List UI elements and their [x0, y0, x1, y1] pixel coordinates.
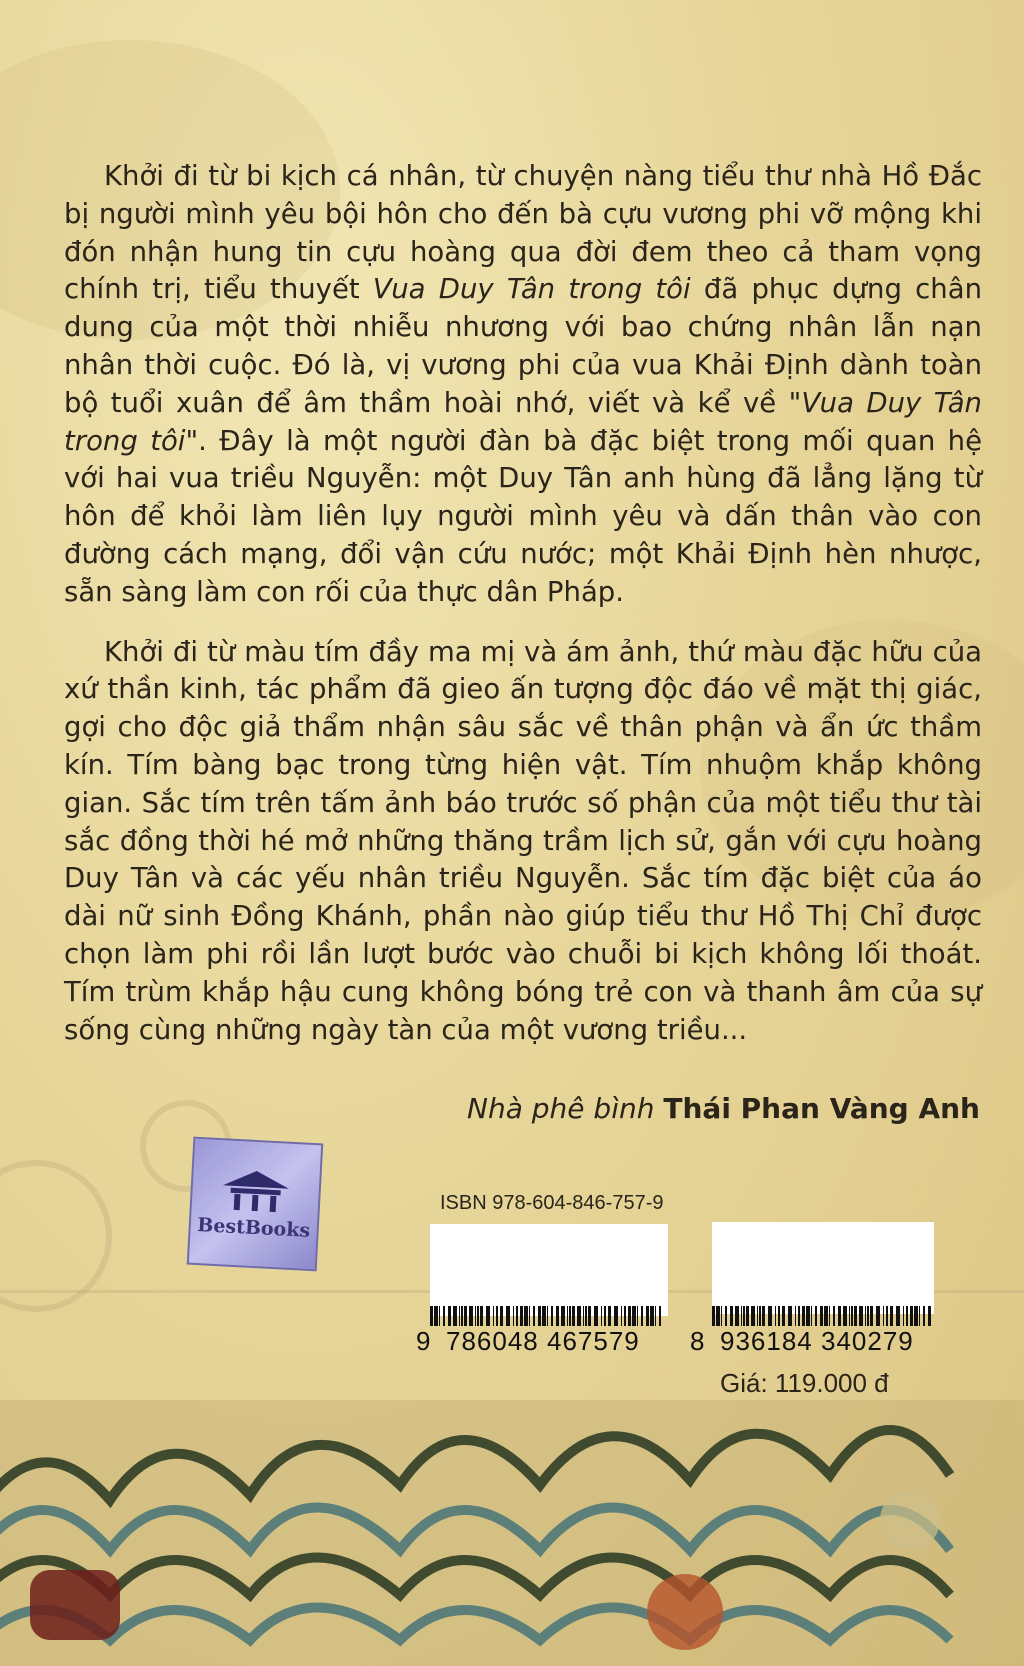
barcode-bar [876, 1306, 880, 1326]
blurb-paragraph-1 [64, 158, 982, 612]
barcode-bar [919, 1306, 920, 1326]
wave-ornament [0, 1400, 1024, 1666]
barcode-bar [802, 1306, 805, 1326]
barcode-bar [475, 1306, 476, 1326]
barcode-bar [910, 1306, 913, 1326]
barcode-bar [798, 1306, 800, 1326]
barcode-bar [624, 1306, 626, 1326]
barcode-bar [434, 1306, 438, 1326]
barcode-bar [782, 1306, 785, 1326]
barcode-bar [811, 1306, 812, 1326]
barcode-bar [716, 1306, 720, 1326]
isbn-barcode-bars [430, 1306, 668, 1326]
barcode-bar [500, 1306, 503, 1326]
barcode-bar [746, 1306, 749, 1326]
barcode-bar [561, 1306, 565, 1326]
book-title-quote: "Vua Duy Tân trong tôi" [64, 386, 982, 457]
barcode-bar [628, 1306, 631, 1326]
barcode-bar [721, 1306, 722, 1326]
barcode-bar [849, 1306, 850, 1326]
barcode-bar [556, 1306, 559, 1326]
barcode-bar [529, 1306, 530, 1326]
barcode-bar [890, 1306, 893, 1326]
barcode-bar [547, 1306, 548, 1326]
barcode-bar [577, 1306, 581, 1326]
barcode-bar [588, 1306, 591, 1326]
price-label: Giá: 119.000 đ [720, 1368, 889, 1398]
book-title-inline: Vua Duy Tân trong tôi [372, 273, 691, 306]
barcode-bar [453, 1306, 457, 1326]
barcode-bar [775, 1306, 776, 1326]
barcode-bar [516, 1306, 518, 1326]
barcode-bar [795, 1306, 796, 1326]
retail-barcode [712, 1222, 934, 1314]
barcode-bar [815, 1306, 817, 1326]
publisher-logo [187, 1137, 324, 1272]
blurb-text-run: Khởi đi từ bi kịch cá nhân, từ chuyện nàng tiểu thư nhà Hồ Đắc bị người mình yêu bội hôn cho đến bà cựu vương phi vỡ mộng khi đón nhận hung tin cựu hoàng qua đời đem theo cả tham vọng chính trị, tiểu thuyết [64, 160, 982, 306]
blurb-text-run: đã phục dựng chân dung của một thời nhiễu nhương với bao chứng nhân lẫn nạn nhân thời cuộc. Đó là, vị vương phi của vua Khải Định dành toàn bộ tuổi xuân để âm thầm hoài nhớ, viết và kể về [64, 273, 983, 419]
barcode-bar [806, 1306, 810, 1326]
barcode-bar [493, 1306, 494, 1326]
barcode-bar [583, 1306, 584, 1326]
isbn-barcode-digits: 786048 467579 [446, 1326, 640, 1356]
barcode-bar [542, 1306, 546, 1326]
barcode-bar [788, 1306, 792, 1326]
blurb-text [64, 158, 982, 1071]
barcode-bar [632, 1306, 636, 1326]
barcode-bar [751, 1306, 755, 1326]
barcode-bar [838, 1306, 841, 1326]
barcode-bar [533, 1306, 535, 1326]
barcode-bar [659, 1306, 661, 1326]
barcode-bar [520, 1306, 523, 1326]
retail-barcode-digits: 936184 340279 [720, 1326, 914, 1356]
barcode-bar [883, 1306, 884, 1326]
barcode-bar [569, 1306, 571, 1326]
barcode-bar [585, 1306, 587, 1326]
publisher-logo-text: BestBooks [196, 1214, 311, 1242]
barcode-bar [741, 1306, 742, 1326]
house-icon [220, 1167, 292, 1215]
barcode-bar [730, 1306, 733, 1326]
barcode-bar [621, 1306, 622, 1326]
barcode-bar [886, 1306, 888, 1326]
barcode-bar [867, 1306, 869, 1326]
barcode-bar [506, 1306, 510, 1326]
barcode-bar [567, 1306, 568, 1326]
blurb-paragraph-2: Khởi đi từ màu tím đầy ma mị và ám ảnh, thứ màu đặc hữu của xứ thần kinh, tác phẩm đã gieo ấn tượng độc đáo về mặt thị giác, gợi cho độc giả thẩm nhận sâu sắc về thân phận và ẩn ức thầm kín. Tím bàng bạc trong từng hiện vật. Tím nhuộm khắp không gian. Sắc tím trên tấm ảnh báo trước số phận của một tiểu thư tài sắc đồng thời hé mở những thăng trầm lịch sử, gắn với cựu hoàng Duy Tân và các yếu nhân triều Nguyễn. Sắc tím đặc biệt của áo dài nữ sinh Đồng Khánh, phần nào giúp tiểu thư Hồ Thị Chỉ được chọn làm phi rồi lần lượt bước vào chuỗi bi kịch không lối thoát. Tím trùm khắp hậu cung không bóng trẻ con và thanh âm của sự sống cùng những ngày tàn của một vương triều... [64, 635, 982, 1046]
barcode-bar [906, 1306, 908, 1326]
barcode-bar [725, 1306, 727, 1326]
barcode-bar [604, 1306, 606, 1326]
barcode-bar [601, 1306, 602, 1326]
isbn-label: ISBN 978-604-846-757-9 [440, 1192, 664, 1214]
barcode-bar [655, 1306, 656, 1326]
barcode-bar [896, 1306, 900, 1326]
barcode-bar [843, 1306, 847, 1326]
barcode-bar [538, 1306, 541, 1326]
barcode-bar [461, 1306, 463, 1326]
barcode-bar [824, 1306, 828, 1326]
barcode-bar [829, 1306, 830, 1326]
barcode-bar [923, 1306, 925, 1326]
barcode-bar [486, 1306, 490, 1326]
barcode-bar [572, 1306, 575, 1326]
barcode-bar [914, 1306, 918, 1326]
barcode-bar [614, 1306, 618, 1326]
barcode-bar [477, 1306, 479, 1326]
barcode-bar [768, 1306, 772, 1326]
barcode-bar [443, 1306, 445, 1326]
barcode-bar [735, 1306, 739, 1326]
barcode-bar [430, 1306, 433, 1326]
barcode-bar [594, 1306, 598, 1326]
barcode-bar [459, 1306, 460, 1326]
barcode-bar [743, 1306, 745, 1326]
barcode-bar [854, 1306, 857, 1326]
critic-attribution [467, 1092, 980, 1125]
retail-barcode-lead-digit: 8 [690, 1326, 706, 1356]
barcode-bar [865, 1306, 866, 1326]
barcode-bar [851, 1306, 853, 1326]
barcode-bar [778, 1306, 780, 1326]
barcode-bar [859, 1306, 863, 1326]
barcode-bar [464, 1306, 467, 1326]
blurb-text-run: . Đây là một người đàn bà đặc biệt trong mối quan hệ với hai vua triều Nguyễn: một Duy Tân anh hùng đã lẳng lặng từ hôn để khỏi làm liên lụy người mình yêu và dấn thân vào con đường cách mạng, đổi vận cứu nước; một Khải Định hèn nhược, sẵn sàng làm con rối của thực dân Pháp. [64, 424, 983, 608]
barcode-bar [439, 1306, 440, 1326]
barcode-bar [928, 1306, 931, 1326]
barcode-bar [496, 1306, 498, 1326]
barcode-bar [759, 1306, 761, 1326]
barcode-bar [608, 1306, 611, 1326]
barcode-bar [646, 1306, 649, 1326]
retail-barcode-bars [712, 1306, 934, 1326]
barcode-bar [650, 1306, 654, 1326]
barcode-bar [870, 1306, 873, 1326]
barcode-bar [480, 1306, 483, 1326]
barcode-bar [641, 1306, 643, 1326]
barcode-bar [833, 1306, 835, 1326]
barcode-bar [524, 1306, 528, 1326]
critic-name: Thái Phan Vàng Anh [663, 1092, 980, 1125]
barcode-bar [637, 1306, 638, 1326]
barcode-bar [513, 1306, 514, 1326]
barcode-bar [762, 1306, 765, 1326]
isbn-barcode-lead-digit: 9 [416, 1326, 432, 1356]
isbn-barcode [430, 1224, 668, 1316]
barcode-bar [757, 1306, 758, 1326]
barcode-bar [448, 1306, 451, 1326]
barcode-bar [820, 1306, 823, 1326]
barcode-bar [469, 1306, 473, 1326]
barcode-bar [712, 1306, 715, 1326]
critic-role: Nhà phê bình [467, 1092, 655, 1125]
barcode-bar [551, 1306, 553, 1326]
barcode-bar [903, 1306, 904, 1326]
